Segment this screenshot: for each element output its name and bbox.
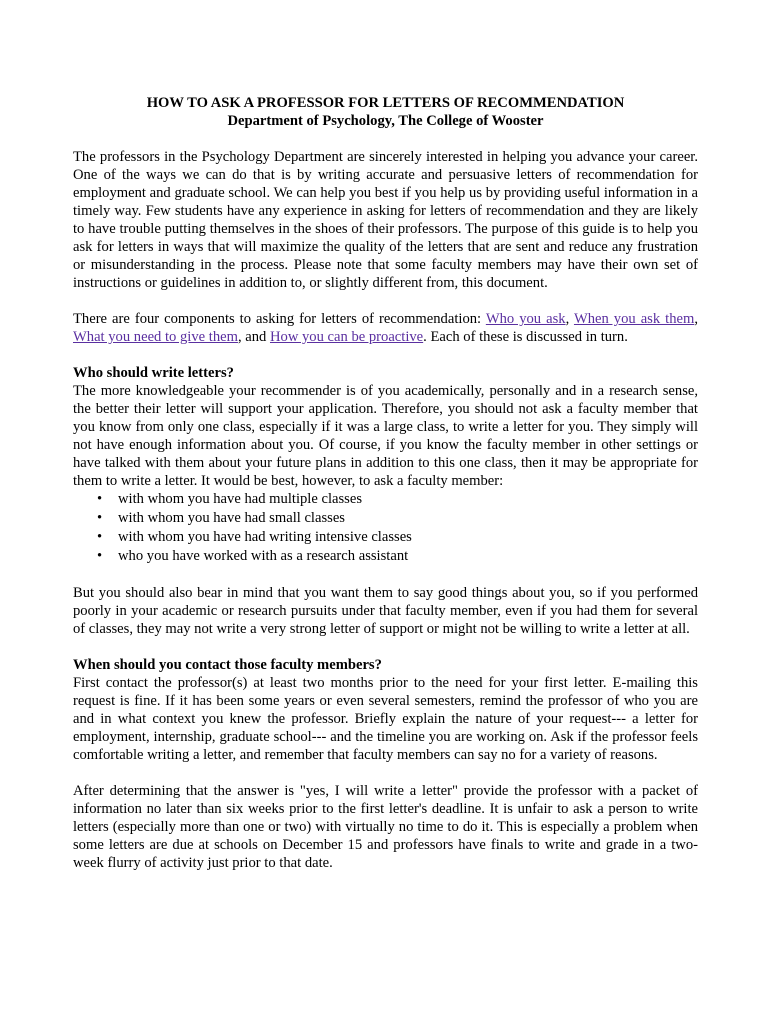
list-item: [97, 490, 698, 509]
link-how-you-can-be-proactive[interactable]: How you can be proactive: [269, 329, 424, 345]
components-lead: There are four components to asking for letters of recommendation:: [73, 311, 486, 327]
link-when-you-ask-them[interactable]: When you ask them: [573, 311, 695, 327]
components-paragraph: [73, 310, 698, 346]
bullet-icon: •: [97, 491, 103, 507]
list-item: [97, 509, 698, 528]
bullet-icon: •: [97, 548, 103, 564]
intro-paragraph: The professors in the Psychology Department are sincerely interested in helping you advance your career. One of the ways we can do that is by writing accurate and persuasive letters of recommendation for employment and graduate school. We can help you best if you help us by providing useful information in a timely way. Few students have any experience in asking for letters of recommendation and they are likely to have trouble putting themselves in the shoes of their professors. The purpose of this guide is to help you ask for letters in ways that will maximize the quality of the letters that are sent and reduce any frustration or misunderstanding in the process. Please note that some faculty members may have their own set of instructions or guidelines in addition to, or slightly different from, this document.: [73, 149, 698, 291]
caveat-paragraph: But you should also bear in mind that you want them to say good things about you, so if you performed poorly in your academic or research pursuits under that faculty member, even if you had them for several of classes, they may not write a very strong letter of support or might not be willing to write a letter at all.: [73, 585, 698, 637]
components-separator: , and: [237, 329, 270, 345]
list-item: [97, 528, 698, 547]
followup-paragraph: After determining that the answer is "yes, I will write a letter" provide the professor with a packet of information no later than six weeks prior to the first letter's deadline. It is unfair to ask a person to write letters (especially more than one or two) with virtually no time to do it. This is especially a problem when some letters are due at schools on December 15 and professors have finals to write and grade in a two-week flurry of activity just prior to that date.: [73, 783, 698, 871]
link-what-you-need-to-give-them[interactable]: What you need to give them: [73, 329, 238, 345]
list-item-text: with whom you have had writing intensive classes: [118, 529, 412, 545]
components-tail: . Each of these is discussed in turn.: [423, 329, 628, 345]
document-page: [73, 94, 698, 890]
title-block: [73, 94, 698, 130]
criteria-list: [73, 490, 698, 566]
when-heading: When should you contact those faculty members?: [73, 657, 382, 673]
list-item-text: with whom you have had small classes: [118, 510, 345, 526]
components-separator: ,: [694, 311, 698, 327]
link-who-you-ask[interactable]: Who you ask: [485, 311, 566, 327]
who-section: [73, 364, 698, 490]
bullet-icon: •: [97, 510, 103, 526]
document-subtitle: Department of Psychology, The College of Wooster: [227, 113, 544, 129]
when-body: First contact the professor(s) at least two months prior to the need for your first letter. E-mailing this request is fine. If it has been some years or even several semesters, remind the professor of who you are and in what context you knew the professor. Briefly explain the nature of your request--- a letter for employment, internship, graduate school--- and the timeline you are working on. Ask if the professor feels comfortable writing a letter, and remember that faculty members can say no for a variety of reasons.: [73, 675, 698, 763]
list-item-text: with whom you have had multiple classes: [118, 491, 362, 507]
list-item-text: who you have worked with as a research assistant: [118, 548, 409, 564]
who-heading: Who should write letters?: [73, 365, 234, 381]
when-section: [73, 656, 698, 764]
who-body: The more knowledgeable your recommender is of you academically, personally and in a research sense, the better their letter will support your application. Therefore, you should not ask a faculty member that you know from only one class, especially if it was a large class, to write a letter for you. They simply will not have enough information about you. Of course, if you know the faculty member in other settings or have talked with them about your future plans in addition to this one class, then it may be appropriate for them to write a letter. It would be best, however, to ask a faculty member:: [73, 383, 698, 489]
document-title: HOW TO ASK A PROFESSOR FOR LETTERS OF RECOMMENDATION: [146, 95, 625, 111]
components-separator: ,: [565, 311, 574, 327]
list-item: [97, 547, 698, 566]
bullet-icon: •: [97, 529, 103, 545]
